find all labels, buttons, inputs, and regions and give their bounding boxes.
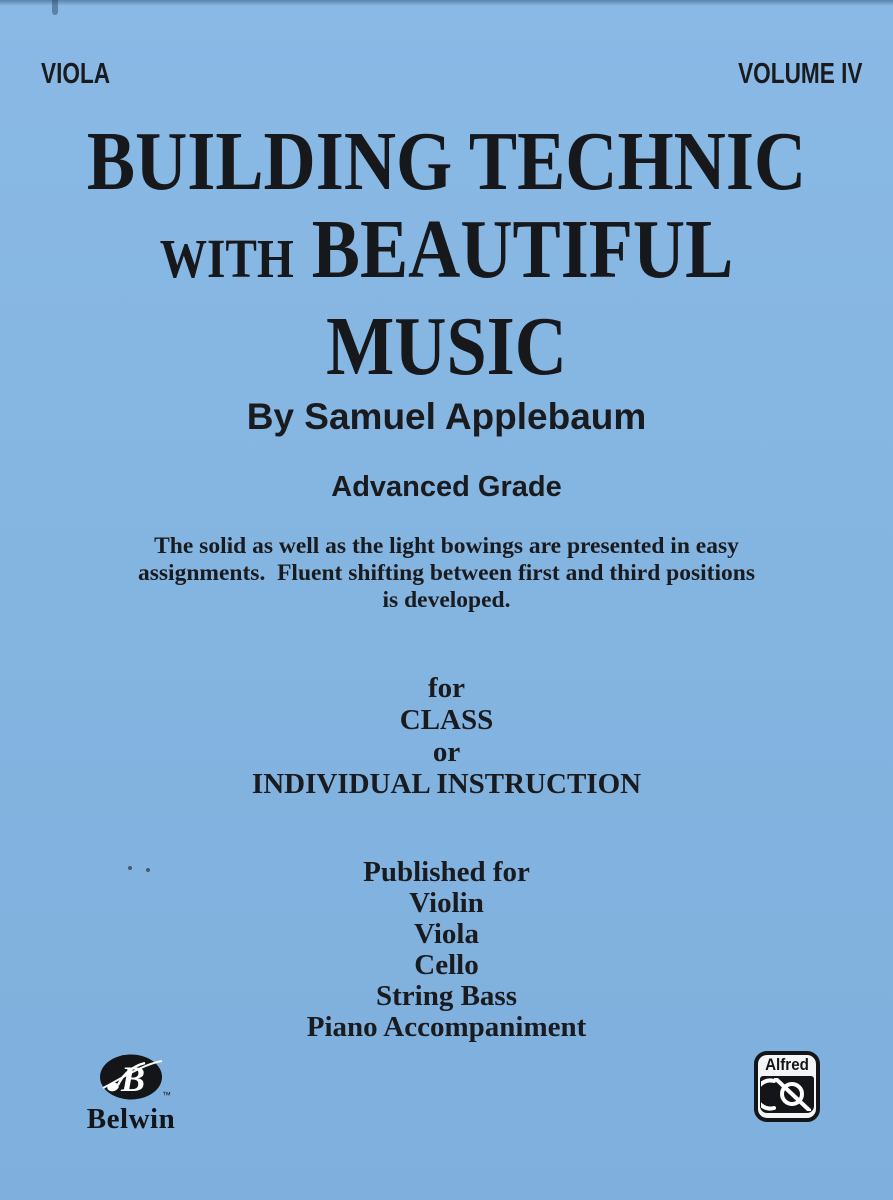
title-word-beautiful: BEAUTIFUL (311, 203, 734, 296)
usage-line-for: for (427, 672, 466, 704)
scan-edge-top (0, 0, 893, 6)
instrument-label: VIOLA (41, 58, 111, 90)
description-paragraph (0, 533, 893, 614)
alfred-logo (754, 1051, 820, 1122)
description-line-3: is developed. (382, 587, 511, 613)
belwin-wordmark: Belwin (86, 1103, 176, 1135)
cover-header (41, 58, 863, 88)
published-for-block (0, 857, 893, 1043)
belwin-oval-svg (99, 1054, 163, 1102)
title-line-3: MUSIC (326, 300, 567, 393)
published-item-viola: Viola (414, 918, 479, 950)
scan-artifact-streak (52, 0, 58, 15)
belwin-monogram: B (121, 1059, 146, 1099)
usage-line-class: CLASS (399, 704, 494, 736)
description-line-1: The solid as well as the light bowings are presented in easy (154, 533, 739, 559)
title-line-1: BUILDING TECHNIC (86, 115, 807, 208)
published-item-string-bass: String Bass (375, 980, 517, 1012)
published-item-cello: Cello (414, 949, 479, 981)
belwin-oval-icon (99, 1054, 171, 1102)
title-line-2 (63, 203, 831, 303)
belwin-logo (86, 1054, 176, 1133)
author-byline: By Samuel Applebaum (246, 396, 647, 437)
alfred-clef-panel (760, 1076, 814, 1113)
title-word-with: WITH (159, 228, 294, 289)
grade-label: Advanced Grade (331, 471, 562, 503)
book-title (0, 115, 893, 393)
description-line-2: assignments. Fluent shifting between first and third positions (138, 560, 755, 586)
usage-line-individual-instruction: INDIVIDUAL INSTRUCTION (251, 768, 642, 800)
published-item-piano-accompaniment: Piano Accompaniment (306, 1011, 587, 1043)
alfred-wordmark: Alfred (765, 1056, 809, 1074)
alfred-clef-icon (761, 1078, 813, 1111)
volume-label: VOLUME IV (738, 58, 863, 90)
published-item-violin: Violin (409, 887, 484, 919)
published-for-heading: Published for (363, 856, 530, 888)
usage-block (0, 672, 893, 800)
alfred-clef-arc (761, 1081, 774, 1109)
belwin-trademark: ™ (162, 1090, 171, 1100)
usage-line-or: or (432, 736, 461, 768)
